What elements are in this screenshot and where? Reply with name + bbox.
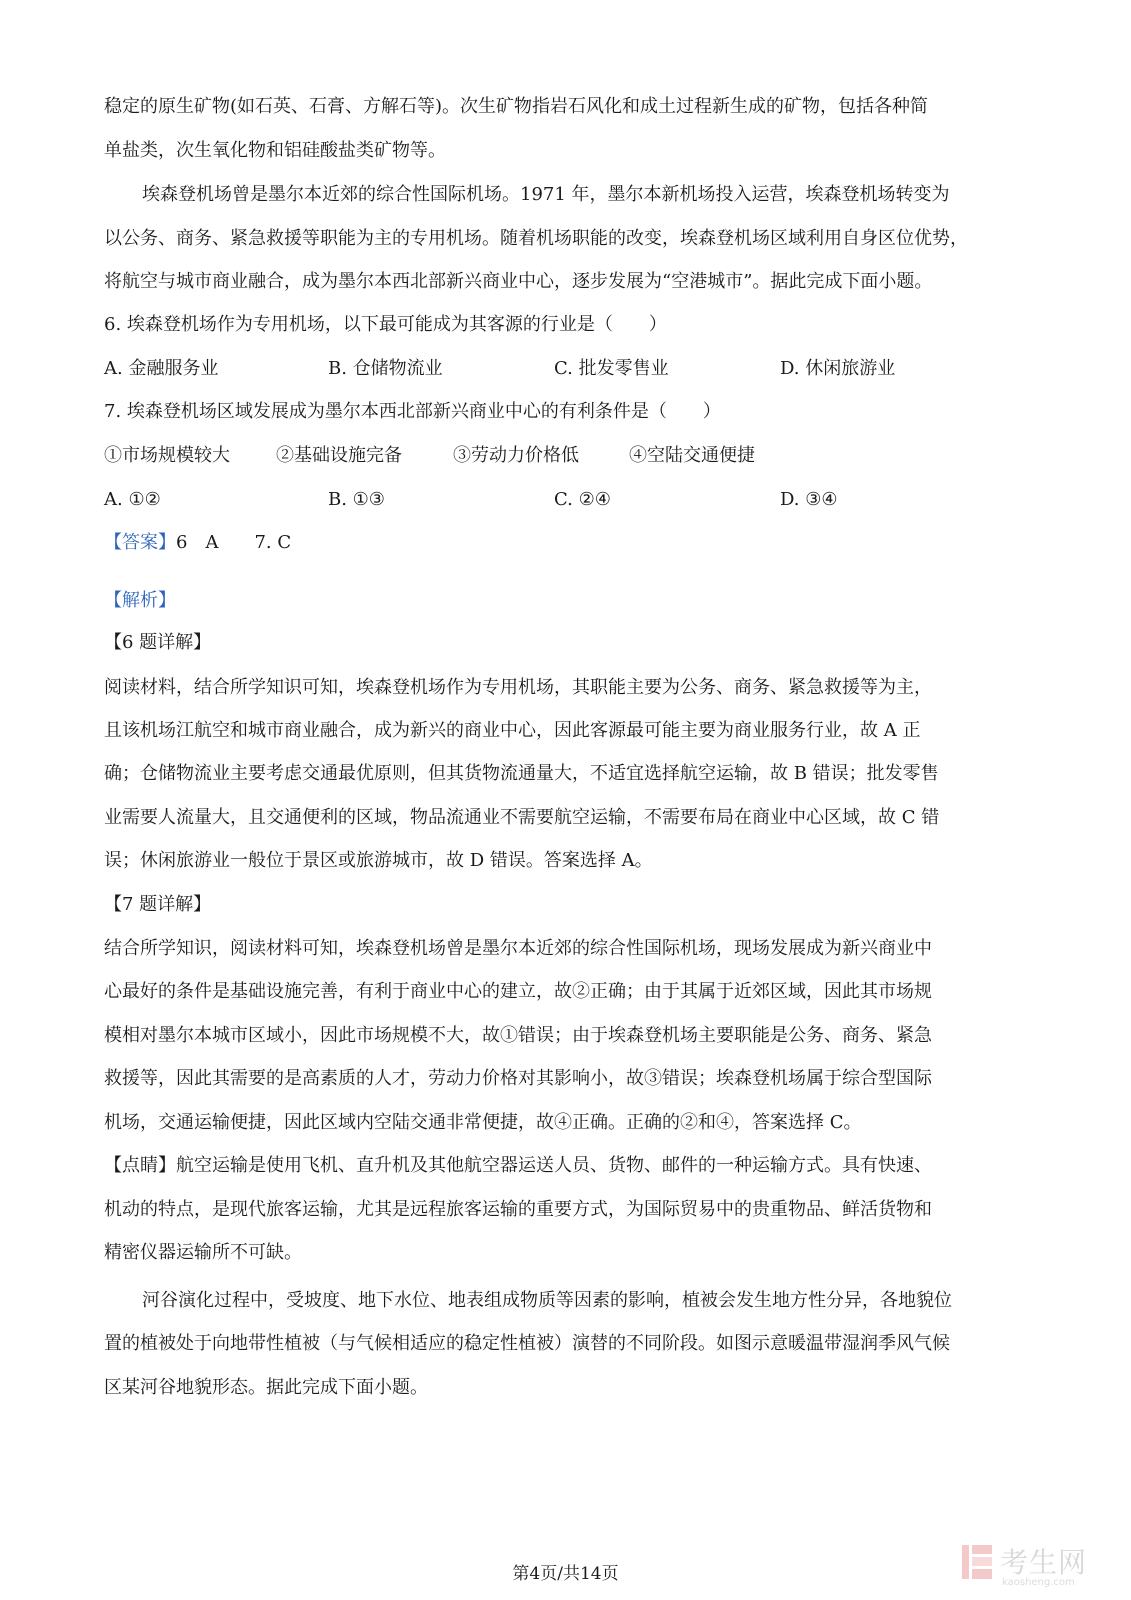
- q7-detail-line: 机场，交通运输便捷，因此区域内空陆交通非常便捷，故④正确。正确的②和④，答案选择 C。: [104, 1112, 862, 1133]
- q6-detail-label: 【6 题详解】: [104, 632, 212, 653]
- q7-detail-line: 模相对墨尔本城市区域小，因此市场规模不大，故①错误；由于埃森登机场主要职能是公务、商务、紧急: [104, 1025, 932, 1046]
- q6-detail-line: 误；休闲旅游业一般位于景区或旅游城市，故 D 错误。答案选择 A。: [104, 850, 653, 871]
- answer-label: 【答案】: [104, 532, 176, 553]
- q7-detail-line: 结合所学知识，阅读材料可知，埃森登机场曾是墨尔本近郊的综合性国际机场，现场发展成为新兴商业中: [104, 938, 932, 959]
- q6-option-c: C. 批发零售业: [554, 358, 669, 379]
- q7-condition-1: ①市场规模较大: [104, 445, 230, 466]
- answer-line: [104, 531, 291, 555]
- material2-line: 区某河谷地貌形态。据此完成下面小题。: [104, 1377, 428, 1398]
- q7-condition-2: ②基础设施完备: [276, 445, 402, 466]
- kaosheng-logo-icon: [960, 1543, 994, 1581]
- tip-line: 机动的特点，是现代旅客运输，尤其是远程旅客运输的重要方式，为国际贸易中的贵重物品、鲜活货物和: [104, 1199, 932, 1220]
- q7-condition-4: ④空陆交通便捷: [629, 445, 755, 466]
- analysis-label: 【解析】: [104, 590, 176, 611]
- material2-line: 河谷演化过程中，受坡度、地下水位、地表组成物质等因素的影响，植被会发生地方性分异，各地貌位: [142, 1290, 952, 1311]
- q7-option-b: B. ①③: [328, 489, 385, 510]
- material1-line-1: 埃森登机场曾是墨尔本近郊的综合性国际机场。1971 年，墨尔本新机场投入运营，埃森登机场转变为: [142, 184, 950, 205]
- q6-detail-line: 且该机场江航空和城市商业融合，成为新兴的商业中心，因此客源最可能主要为商业服务行业，故 A 正: [104, 720, 921, 741]
- material1-line-2: 以公务、商务、紧急救援等职能为主的专用机场。随着机场职能的改变，埃森登机场区域利用自身区位优势，: [104, 228, 968, 249]
- watermark-url: kaosheng.com: [1002, 1577, 1075, 1588]
- material2-line: 置的植被处于向地带性植被（与气候相适应的稳定性植被）演替的不同阶段。如图示意暖温带湿润季风气候: [104, 1333, 950, 1354]
- tip-line: 【点睛】航空运输是使用飞机、直升机及其他航空器运送人员、货物、邮件的一种运输方式。具有快速、: [104, 1155, 932, 1176]
- q6-stem: 6. 埃森登机场作为专用机场，以下最可能成为其客源的行业是（ ）: [104, 314, 667, 335]
- q6-detail-line: 阅读材料，结合所学知识可知，埃森登机场作为专用机场，其职能主要为公务、商务、紧急救援等为主，: [104, 677, 932, 698]
- intro-line-1: 稳定的原生矿物(如石英、石膏、方解石等)。次生矿物指岩石风化和成土过程新生成的矿物，包括各种简: [104, 96, 929, 117]
- q7-detail-label: 【7 题详解】: [104, 894, 212, 915]
- material1-line-3: 将航空与城市商业融合，成为墨尔本西北部新兴商业中心，逐步发展为“空港城市”。据此完成下面小题。: [104, 271, 933, 292]
- q7-detail-line: 心最好的条件是基础设施完善，有利于商业中心的建立，故②正确；由于其属于近郊区域，因此其市场规: [104, 981, 932, 1002]
- page-footer: 第4页/共14页: [512, 1564, 619, 1584]
- q7-option-a: A. ①②: [104, 489, 161, 510]
- q6-option-b: B. 仓储物流业: [328, 358, 443, 379]
- watermark-logo: [960, 1541, 1120, 1591]
- q6-detail-line: 确；仓储物流业主要考虑交通最优原则，但其货物流通量大，不适宜选择航空运输，故 B 错误；批发零售: [104, 763, 939, 784]
- intro-line-2: 单盐类，次生氧化物和铝硅酸盐类矿物等。: [104, 140, 446, 161]
- q7-option-d: D. ③④: [780, 489, 838, 510]
- q7-condition-3: ③劳动力价格低: [453, 445, 579, 466]
- q6-option-d: D. 休闲旅游业: [780, 358, 896, 379]
- q6-option-a: A. 金融服务业: [104, 358, 219, 379]
- tip-line: 精密仪器运输所不可缺。: [104, 1242, 302, 1263]
- q6-detail-line: 业需要人流量大，且交通便利的区域，物品流通业不需要航空运输，不需要布局在商业中心区域，故 C 错: [104, 807, 940, 828]
- answer-value: 6 A 7. C: [176, 532, 292, 553]
- q7-stem: 7. 埃森登机场区域发展成为墨尔本西北部新兴商业中心的有利条件是（ ）: [104, 401, 721, 422]
- watermark-name: 考生网: [1000, 1546, 1088, 1579]
- q7-detail-line: 救援等，因此其需要的是高素质的人才，劳动力价格对其影响小，故③错误；埃森登机场属于综合型国际: [104, 1068, 932, 1089]
- q7-option-c: C. ②④: [554, 489, 611, 510]
